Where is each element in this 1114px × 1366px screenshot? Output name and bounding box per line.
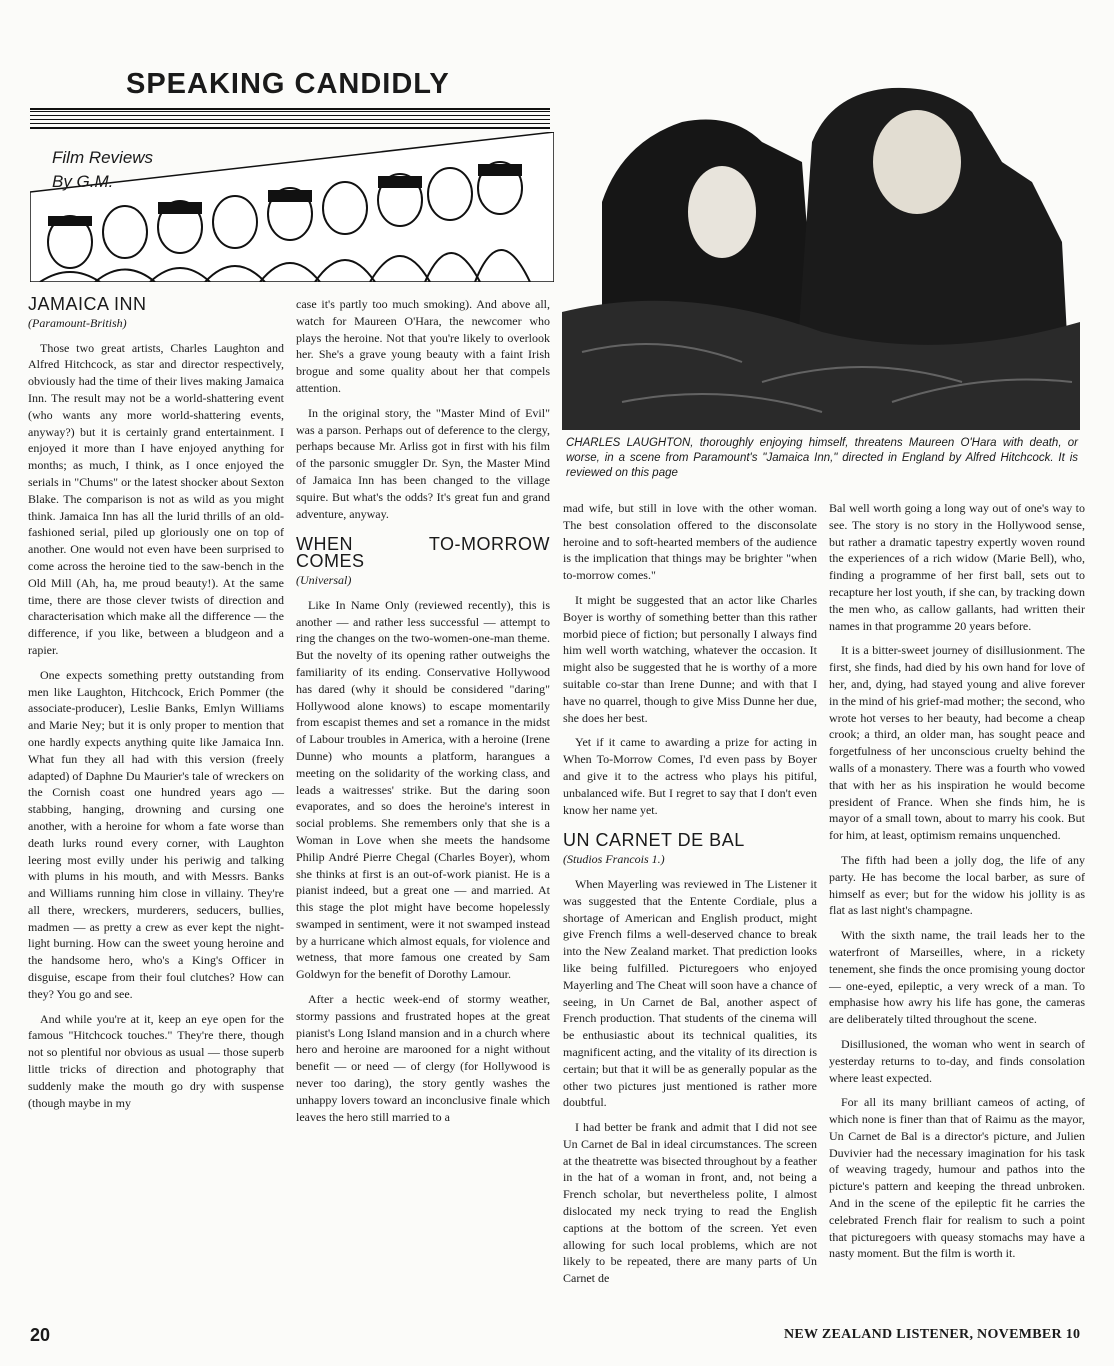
paragraph: After a hectic week-end of stormy weather, stormy passions and frustrated hopes at the great pianist's Long Island mansion and in a church where hero and heroine are marooned for a night without benefit — or need — of clergy (for Hollywood is never too daring), the story gently washes the unhappy lovers toward an inconclusive finale which leaves the hero still married to a (296, 992, 550, 1124)
paragraph: Yet if it came to awarding a prize for acting in When To-Morrow Comes, I'd even pass by Boyer and give it to the actress who plays his pitiful, unbalanced wife. But I regret to say that I don't even know her name yet. (563, 735, 817, 817)
page-number: 20 (30, 1325, 51, 1345)
paragraph: With the sixth name, the trail leads her to the waterfront of Marseilles, where, in a rickety tenement, she finds the once promising young doctor — one-eyed, epileptic, a very wreck of a man. To emphasise how awry his life has gone, the cameras are deliberately tilted throughout the scene. (829, 928, 1085, 1027)
review-studio: (Universal) (296, 572, 352, 587)
paragraph: The fifth had been a jolly dog, the life of any party. He has become the local barber, as sure of himself as ever; but for the widow his jollity is as flat as last night's champagne. (829, 852, 1085, 918)
paragraph: I had better be frank and admit that I did not see Un Carnet de Bal in ideal circumstances. The screen at the theatrette was bisected throughout by a feather in the hat of a woman in front, and, not being a French scholar, but nevertheless polite, I almost dislocated my neck trying to read the English captions at the bottom of the screen. Yet even allowing for such local problems, which are not likely to be repeated, there are many parts of Un Carnet de (563, 1120, 817, 1286)
page-title: SPEAKING CANDIDLY (126, 68, 450, 100)
column-2 (296, 296, 550, 1125)
paragraph: mad wife, but still in love with the other woman. The best consolation offered to the disconsolate heroine and to soft-hearted members of the audience is the implication that things may be brighter "when to-morrow comes." (563, 501, 817, 583)
paragraph: When Mayerling was reviewed in The Listener it was suggested that the Entente Cordiale, plus a shortage of American and English product, might give French films a well-deserved chance to break into the New Zealand market. That prediction looks like being fulfilled. Picturegoers who enjoyed Mayerling and The Cheat will soon have a chance of seeing, in Un Carnet de Bal, another aspect of French production. That students of the cinema will be enthusiastic about its technical qualities, its magnificent acting, and the vitality of its direction is certain; but that it will be as generally popular as the other two pictures just mentioned is rather more doubtful. (563, 876, 817, 1110)
paragraph: For all its many brilliant cameos of acting, of which none is finer than that of Raimu as the mayor, Un Carnet de Bal is a director's picture, and Julien Duvivier had the necessary imagination for his task of weaving tragedy, humour and pathos into the picture's pattern and keeping the thread unbroken. And in the scene of the epileptic fit he carries the celebrated French flair for realism to such a point that picturegoers with queasy stomachs may have a nasty moment. But the film is worth it. (829, 1095, 1085, 1261)
paragraph: case it's partly too much smoking). And above all, watch for Maureen O'Hara, the newcomer who plays the heroine. Not that you're likely to overlook her. She's a grave young beauty with a faint Irish brogue and some quality about her that compels attention. (296, 297, 550, 395)
title-rule (30, 108, 550, 129)
byline-subtitle: Film Reviews (52, 148, 154, 167)
review-section (563, 832, 817, 1287)
byline-author: By G.M. (52, 172, 114, 191)
paragraph: And while you're at it, keep an eye open for the famous "Hitchcock touches." They're there, though not so plentiful nor obvious as usual — those superb little tricks of direction and photography that suddenly make the mouth go dry with suspense (though maybe in my (28, 1011, 284, 1110)
paragraph: It might be suggested that an actor like Charles Boyer is worthy of something better than this rather morbid piece of fiction; but personally I always find him well worth watching, whatever the occasion. It might also be suggested that he is worthy of a more suitable co-star than Irene Dunne; and with that I have no quarrel, though to give Miss Dunne her due, she does her best. (563, 592, 817, 725)
review-studio: (Paramount-British) (28, 315, 127, 330)
byline (52, 146, 153, 194)
review-title-un-carnet-de-bal: UN CARNET DE BAL (563, 830, 745, 851)
paragraph: Bal well worth going a long way out of one's way to see. The story is no story in the Hollywood sense, but rather a dramatic tapestry expertly woven round the experiences of a rich widow (Marie Bell), who, finding a programme of her first ball, sets out to recapture her lost youth, if she can, by tracking down the men who, as callow gallants, had written their names in that programme 20 years before. (829, 501, 1085, 633)
paragraph: In the original story, the "Master Mind of Evil" was a parson. Perhaps out of deference to the clergy, perhaps because Mr. Arliss got in first with his film of the parsonic smuggler Dr. Syn, the Master Mind of Jamaica Inn has been changed to the village squire. But what's the odds? It's great fun and grand adventure, anyway. (296, 405, 550, 521)
column-1 (28, 296, 284, 1111)
paragraph: Like In Name Only (reviewed recently), this is another — and rather less successful — attempt to ring the changes on the two-women-one-man theme. But the novelty of its opening rather outweighs the familiarity of its ending. Conservative Hollywood has dared (why it should be considered "daring" Hollywood alone knows) to escape momentarily from escapist themes and set a romance in the midst of Labour troubles in America, with a heroine (Irene Dunne) who mounts a platform, harangues a meeting on the solidarity of the working class, and leads a waitresses' strike. But the daring soon evaporates, and so does the heroine's interest in social problems. She remembers only that she is a Woman in Love when she meets the handsome Philip André Pierre Chegal (Charles Boyer), whom she thinks at first is an out-of-work pianist. He is a pianist indeed, but a great one — and married. At this stage the plot might have become hopelessly swamped in sentiment, were it not swamped instead by a hurricane which almost equals, for violence and wetness, that more famous one created by Sam Goldwyn for the benefit of Dorothy Lamour. (296, 597, 550, 982)
paragraph: Disillusioned, the woman who went in search of yesterday returns to to-day, and finds consolation where least expected. (829, 1036, 1085, 1085)
review-title-when-tomorrow-comes: WHEN TO-MORROW COMES (296, 534, 550, 572)
paragraph: Those two great artists, Charles Laughton and Alfred Hitchcock, as star and director respectively, obviously had the time of their lives making Jamaica Inn. The result may not be a world-shattering event (who wants any more world-shattering events, anyway?) but it is certainly grand entertainment. I enjoyed it more than I have enjoyed anything for months; as much, I think, as I once enjoyed the serials in "Chums" or the latest shocker about Sexton Blake. The comparison is not as wild as you might think. Jamaica Inn has all the lurid thrills of an old-fashioned serial, piled up gloriously one on top of another. One would not even have been surprised to come across the heroine tied to the saw-bench in the Old Mill (Ah, ha, me proud beauty!). At the same time, there are those clever twists of direction and characterisation which make all the difference — the difference, if you like, between a bludgeon and a rapier. (28, 340, 284, 657)
paragraph: It is a bitter-sweet journey of disillusionment. The first, she finds, had died by his own hand for love of her, and, dying, had stayed young and alive forever in the mind of his grief-mad mother; the second, who wrote hot verses to her beauty, had become a cheap crook; a third, an older man, has sought peace and forgetfulness of her unconscious cruelty behind the walls of a monastery. There was a fourth who vowed that with her as his inspiration he would become president of France. When she finds him, he is mayor of a small town, about to marry his cook. But for him, at least, optimism remains unquenched. (829, 643, 1085, 843)
film-still-photo (562, 82, 1080, 430)
column-3 (563, 500, 817, 1287)
photo-caption: CHARLES LAUGHTON, thoroughly enjoying himself, threatens Maureen O'Hara with death, or worse, in a scene from Paramount's "Jamaica Inn," directed in England by Alfred Hitchcock. It is reviewed on this page (566, 437, 1078, 479)
review-section (296, 536, 550, 1125)
column-4 (829, 500, 1085, 1262)
paragraph: One expects something pretty outstanding from men like Laughton, Hitchcock, Erich Pommer (the associate-producer), Leslie Banks, Emlyn Williams and Marie Ney; but it is only proper to mention that one hardly expects anything quite like Jamaica Inn. What fun they all had with this version (freely adapted) of Daphne Du Maurier's tale of wreckers on the Cornish coast one hundred years ago — stabbing, hanging, drowning and cursing one another, with a heroine for whom a fate worse than death lurks round every corner, with Laughton leering most evilly under his periwig and talking with plums in his mouth, and with Messrs. Banks and Williams running him close in villainy. They're all there, wreckers, murderers, seducers, bullies, madmen — as pretty a crew as ever kept the night-light burning. How can the sweet young heroine and the handsome hero, who's a King's Officer in disguise, escape from their foul clutches? How can they? You go and see. (28, 667, 284, 1001)
review-title-jamaica-inn: JAMAICA INN (28, 294, 147, 314)
running-head: NEW ZEALAND LISTENER, NOVEMBER 10 (784, 1327, 1081, 1342)
review-studio: (Studios Francois 1.) (563, 852, 665, 867)
